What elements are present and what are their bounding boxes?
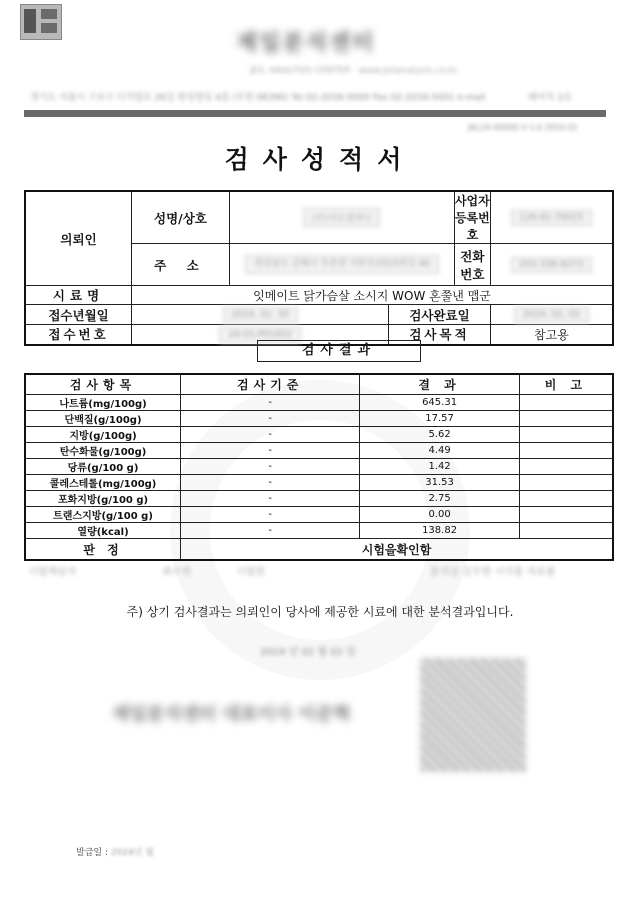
- client-label: 의뢰인: [25, 191, 132, 286]
- judgement-label: 판 정: [25, 539, 181, 561]
- client-info-table: [24, 190, 614, 346]
- row-item: 포화지방(g/100 g): [25, 491, 181, 507]
- signatory: 제일분석센터 대표이사 이준혁: [112, 704, 351, 725]
- row-standard: -: [181, 475, 360, 491]
- table-row: [25, 475, 613, 491]
- receipt-number-value: 24-01-P01452: [219, 327, 300, 343]
- row-result: 4.49: [360, 443, 519, 459]
- row-remark: [519, 443, 613, 459]
- address-label: 주 소: [132, 244, 230, 286]
- row-result: 645.31: [360, 395, 519, 411]
- row-standard: -: [181, 523, 360, 539]
- row-item: 지방(g/100g): [25, 427, 181, 443]
- row-standard: -: [181, 507, 360, 523]
- issue-date: 2024 년 02 월 02 일: [260, 647, 356, 658]
- row-remark: [519, 523, 613, 539]
- row-remark: [519, 427, 613, 443]
- sample-label: 시료명: [25, 286, 132, 305]
- phone-label: 전화번호: [454, 244, 490, 286]
- issued-date-footer: [76, 845, 154, 858]
- client-address-value: 경상남도 김해시 주촌면 서부로1515번길 40: [245, 255, 439, 274]
- row-remark: [519, 507, 613, 523]
- row-remark: [519, 491, 613, 507]
- row-result: 1.42: [360, 459, 519, 475]
- row-remark: [519, 475, 613, 491]
- header-rule: [24, 110, 606, 117]
- row-standard: -: [181, 427, 360, 443]
- row-result: 138.82: [360, 523, 519, 539]
- issued-date-value: 2024년 월: [110, 848, 155, 858]
- row-standard: -: [181, 491, 360, 507]
- row-item: 당류(g/100 g): [25, 459, 181, 475]
- page-number: 페이지 1/1: [528, 93, 572, 103]
- table-row: [25, 427, 613, 443]
- row-item: 트랜스지방(g/100 g): [25, 507, 181, 523]
- row-standard: -: [181, 395, 360, 411]
- row-item: 콜레스테롤(mg/100g): [25, 475, 181, 491]
- row-item: 탄수화물(g/100g): [25, 443, 181, 459]
- table-row: [25, 507, 613, 523]
- row-remark: [519, 395, 613, 411]
- phone-value: 055-338-8273: [511, 257, 593, 273]
- row-item: 단백질(g/100g): [25, 411, 181, 427]
- table-row: [25, 411, 613, 427]
- table-row: [25, 395, 613, 411]
- company-address: 경기도 서울시 구로구 디지털로 26길 한성빌딩 4층 (우편 08390) Tel 02-2034-5000 Fax 02-2034-5001 e-mail: [30, 93, 486, 103]
- row-result: 0.00: [360, 507, 519, 523]
- lab-tester-names: 분석실 김우현 시각품 자료봄: [430, 567, 556, 578]
- qr-code: [420, 658, 526, 772]
- row-item: 나트륨(mg/100g): [25, 395, 181, 411]
- results-table: [24, 373, 614, 561]
- row-result: 5.62: [360, 427, 519, 443]
- table-row: [25, 491, 613, 507]
- row-standard: -: [181, 411, 360, 427]
- name-label: 성명/상호: [132, 191, 230, 244]
- result-note: 주) 상기 검사결과는 의뢰인이 당사에 제공한 시료에 대한 분석결과입니다.: [126, 605, 514, 619]
- header-item: 검사항목: [25, 374, 181, 395]
- judgement-row: [25, 539, 613, 561]
- row-item: 열량(kcal): [25, 523, 181, 539]
- completion-date-value: 2024. 02. 02: [514, 307, 589, 323]
- judgement-value: 시험을확인함: [181, 539, 613, 561]
- row-result: 2.75: [360, 491, 519, 507]
- issued-date-label: 발급일 :: [76, 848, 108, 858]
- header-remark: 비 고: [519, 374, 613, 395]
- bizno-label: 사업자등록번호: [454, 191, 490, 244]
- table-row: [25, 459, 613, 475]
- completion-date-label: 검사완료일: [389, 305, 491, 325]
- table-row: [25, 443, 613, 459]
- lab-responsible-label: 시험책임자: [28, 567, 77, 578]
- row-remark: [519, 459, 613, 475]
- receipt-date-value: 2024. 01. 30: [223, 307, 298, 323]
- row-standard: -: [181, 443, 360, 459]
- bizno-value: 126-81-76015: [511, 210, 593, 226]
- company-subtitle: JEIL ANALYSIS CENTER · www.jeilanalysis.co.kr: [250, 66, 458, 76]
- company-name: 제일분석센터: [236, 31, 376, 56]
- receipt-number-label: 접수번호: [25, 325, 132, 345]
- table-row: [25, 523, 613, 539]
- purpose-value: 참고용: [490, 325, 613, 345]
- purpose-label: 검사목적: [389, 325, 491, 345]
- sample-value: 잇메이트 닭가슴살 소시지 WOW 혼쭐낸 맵군: [132, 286, 613, 305]
- row-standard: -: [181, 459, 360, 475]
- row-result: 17.57: [360, 411, 519, 427]
- lab-tester-label: 시험원: [236, 567, 265, 578]
- row-remark: [519, 411, 613, 427]
- receipt-date-label: 접수년월일: [25, 305, 132, 325]
- header-result: 결 과: [360, 374, 519, 395]
- report-title: 검사성적서: [224, 145, 416, 174]
- results-section-title: 검사결과: [257, 340, 421, 362]
- client-name-value: (주)지오컴퍼니: [303, 208, 380, 227]
- company-logo: [20, 4, 62, 40]
- row-result: 31.53: [360, 475, 519, 491]
- header-standard: 검사기준: [181, 374, 360, 395]
- document-reference: JAL24-00000 V 1.0 2024.02: [468, 123, 578, 132]
- lab-responsible-name: 최수연: [162, 567, 191, 578]
